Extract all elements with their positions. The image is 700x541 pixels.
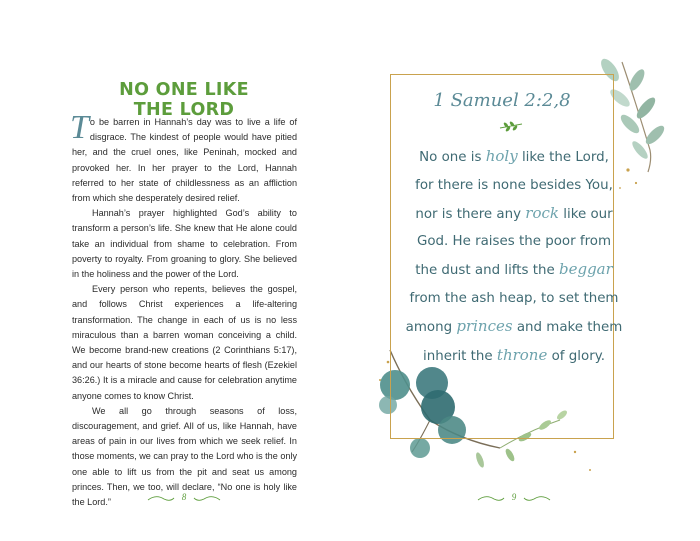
drop-cap: T: [70, 109, 89, 146]
verse-line: among princes and make them: [405, 316, 623, 335]
paragraph-3: Every person who repents, believes the gospel, and follows Christ experiences a life-altering transformation. The change in each of us is no less miraculous than a barren woman conceiving a child. We become brand-new creations (2 Corinthians 5:17), and our hearts of stone become hearts of flesh (Ezekiel 36:26.) It is a miracle and cause for celebration anytime anyone comes to know Christ.: [72, 284, 297, 401]
verse-line: from the ash heap, to set them: [409, 290, 619, 306]
page-number-right: 9: [474, 492, 554, 506]
scripture-reference: 1 Samuel 2:2,8: [433, 90, 571, 111]
verse-accent-word: throne: [496, 345, 548, 364]
devotional-text: [70, 109, 297, 510]
page-number-left: 8: [144, 492, 224, 506]
right-page: [350, 0, 700, 541]
verse-line: nor is there any rock like our: [415, 203, 613, 222]
verse-line: for there is none besides You,: [415, 177, 613, 193]
page-heading: NO ONE LIKE THE LORD: [119, 80, 249, 120]
paragraph-1: To be barren in Hannah’s day was to live a life of disgrace. The kindest of people would have pitied her, and the cruel ones, like Peninah, mocked and provoked her. In her prayer to the Lord, Hannah referred to her state of childlessness as an affliction from which she desperately desired relief.: [70, 109, 297, 204]
verse-accent-word: rock: [525, 203, 559, 222]
paragraph-4: We all go through seasons of loss, discouragement, and grief. All of us, like Hannah, have areas of pain in our lives from which we seek relief. In those moments, we can pray to the Lord who is the only one able to lift us from the pit and seat us among princes. Then, we too, will declare, “No one is holy like the Lord.”: [72, 405, 297, 508]
verse-accent-word: beggar: [559, 260, 613, 279]
verse-accent-word: princes: [456, 316, 513, 335]
verse-line: inherit the throne of glory.: [423, 345, 605, 364]
sprig-icon: [498, 120, 524, 132]
verse-accent-word: holy: [485, 147, 518, 165]
paragraph-2: Hannah’s prayer highlighted God’s ability to transform a person’s life. She knew that He alone could take an individual from shame to celebration. From poverty to royalty. From groaning to glory. She believed in the holiness and the power of the Lord.: [72, 208, 297, 280]
verse-line: the dust and lifts the beggar: [415, 260, 613, 279]
scripture-verse: [392, 143, 636, 370]
verse-line: God. He raises the poor from: [416, 234, 612, 250]
verse-line: No one is holy like the Lord,: [419, 147, 609, 165]
